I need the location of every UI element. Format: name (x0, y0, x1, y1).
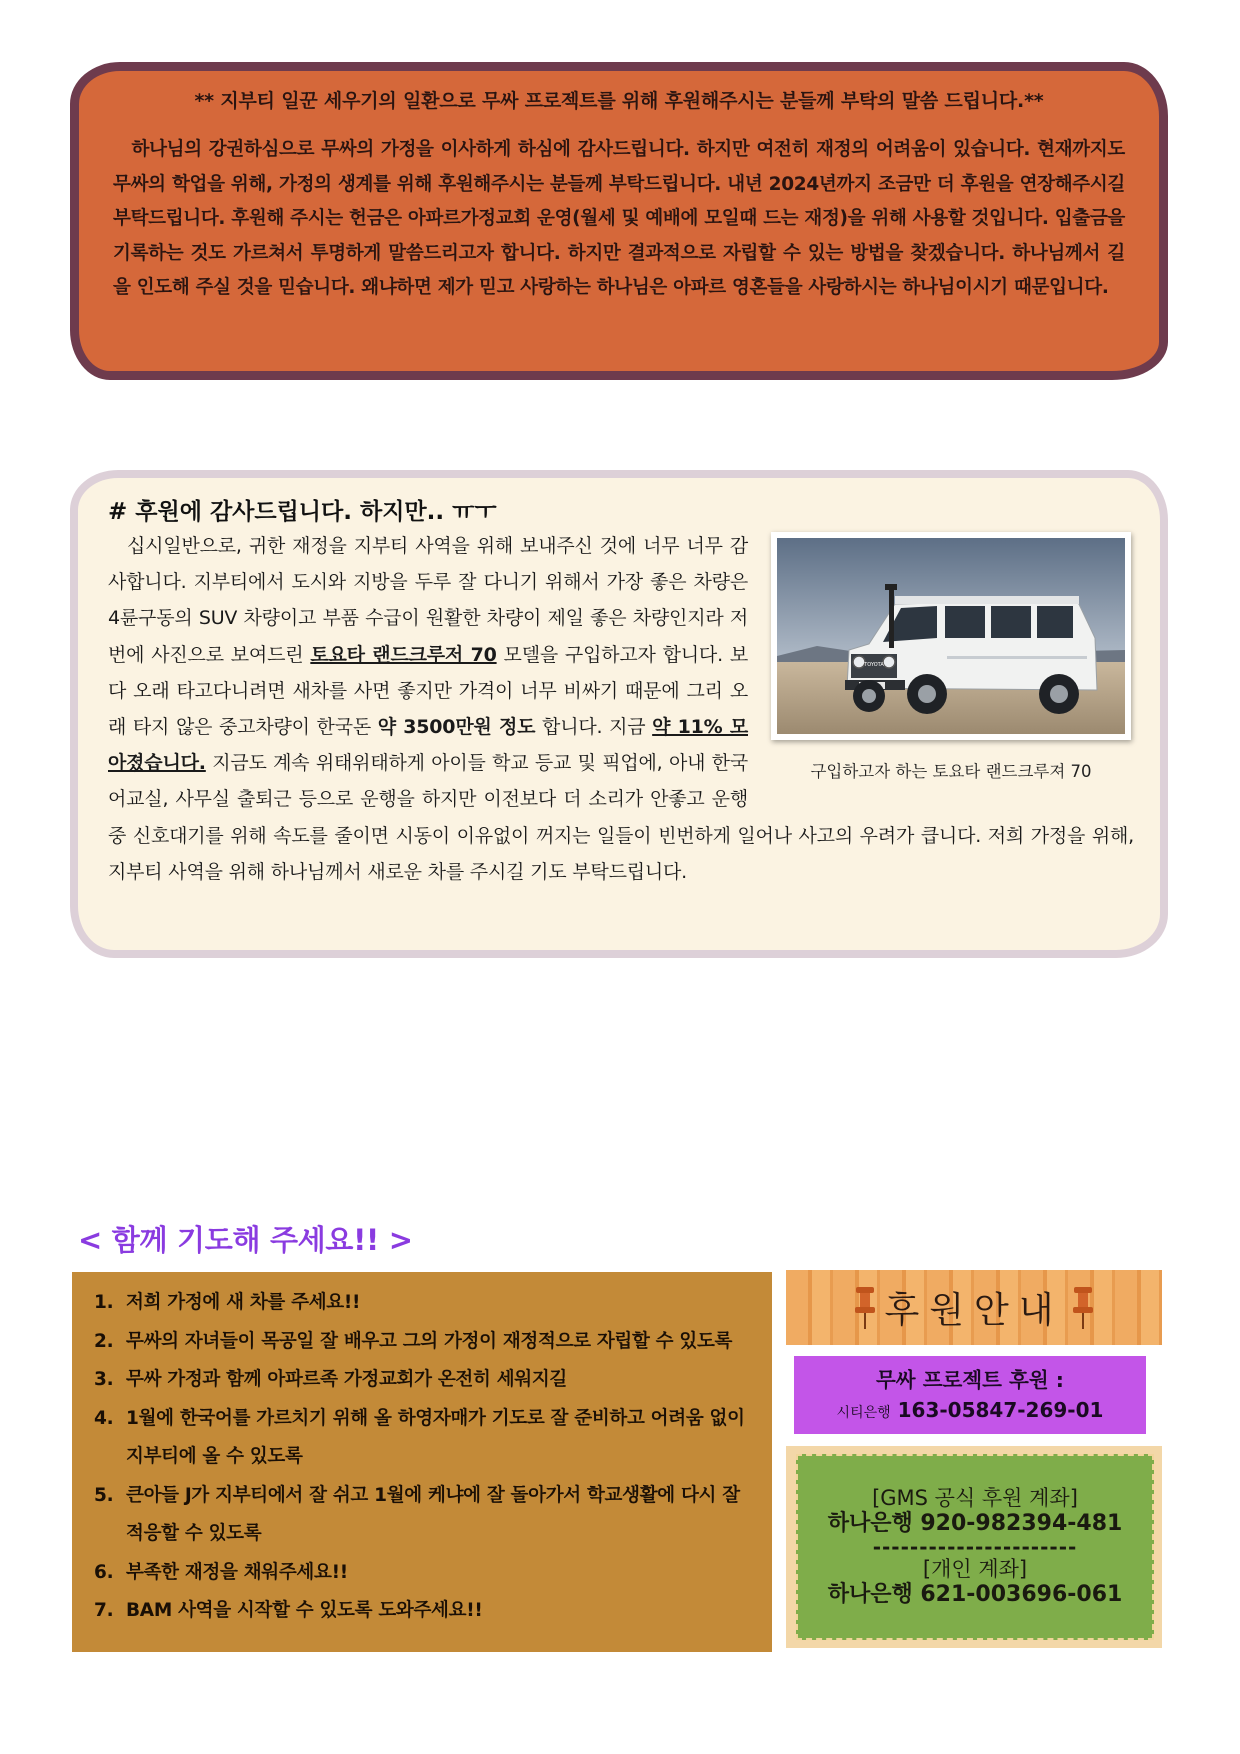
prayer-item-text: 무싸 가정과 함께 아파르족 가정교회가 온전히 세워지길 (126, 1369, 567, 1390)
project-bank-name: 시티은행 (836, 1405, 891, 1421)
thanks-title: # 후원에 감사드립니다. 하지만.. ㅠㅜ (108, 499, 497, 525)
bank-accounts-card (796, 1454, 1154, 1640)
car-photo-caption: 구입하고자 하는 토요타 랜드크루져 70 (810, 762, 1092, 781)
car-model-highlight: 토요타 랜드크루저 70 (310, 643, 497, 666)
account-separator: ---------------------- (872, 1537, 1078, 1557)
donation-request-box (70, 62, 1168, 380)
project-account-number: 163-05847-269-01 (897, 1398, 1104, 1422)
svg-text:TOYOTA: TOYOTA (864, 662, 884, 668)
personal-account-label: [개인 계좌] (922, 1557, 1028, 1581)
prayer-item-number: 2. (94, 1330, 114, 1352)
prayer-list (90, 1284, 752, 1631)
pushpin-icon (854, 1285, 876, 1331)
project-account-line (794, 1395, 1146, 1428)
prayer-item-number: 7. (94, 1600, 114, 1621)
request-headline: ** 지부티 일꾼 세우기의 일환으로 무싸 프로젝트를 위해 후원해주시는 분들께 부탁의 말씀 드립니다.** (194, 90, 1044, 112)
prayer-item-number: 5. (94, 1484, 114, 1506)
fundraising-progress-highlight: 약 11% 모아졌습니다. (108, 716, 748, 775)
project-account-card (794, 1356, 1146, 1434)
thanks-text-part: 십시일반으로, 귀한 재정을 지부티 사역을 위해 보내주신 것에 너무 너무 감사합니다. 지부티에서 도시와 지방을 두루 잘 다니기 위해서 가장 좋은 차량은 4륜구동의 SUV 차량이고 부품 수급이 원활한 차량이 제일 좋은 차량인지라 저번에 사진으로 보여드린 (108, 535, 748, 666)
car-photo-figure (768, 532, 1134, 782)
car-price-highlight: 약 3500만원 정도 (377, 716, 536, 739)
prayer-item (90, 1592, 752, 1631)
donation-info-header (786, 1270, 1162, 1348)
personal-account-number: 하나은행 621-003696-061 (827, 1582, 1123, 1607)
prayer-item-number: 3. (94, 1369, 114, 1390)
prayer-item-text: BAM 사역을 시작할 수 있도록 도와주세요!! (126, 1600, 483, 1621)
thanks-text-part: 합니다. 지금 (535, 716, 653, 739)
thanks-text-part: 지금도 계속 위태위태하게 아이들 학교 등교 및 픽업에, 아내 한국어교실, 사무실 출퇴근 등으로 운행을 하지만 이전보다 더 소리가 안좋고 운행중 신호대기를 위해 속도를 줄이면 시동이 이유없이 꺼지는 일들이 빈번하게 일어나 사고의 우려가 큽니다. 저희 가정을 위해, 지부티 사역을 위해 하나님께서 새로운 차를 주시길 기도 부탁드립니다. (108, 752, 1134, 883)
prayer-item (90, 1554, 752, 1593)
prayer-title: < 함께 기도해 주세요!! > (78, 1223, 413, 1257)
car-photo (771, 532, 1131, 740)
thanks-box (70, 470, 1168, 958)
prayer-item-text: 저희 가정에 새 차를 주세요!! (126, 1292, 361, 1313)
prayer-item-number: 6. (94, 1561, 114, 1583)
project-account-label: 무싸 프로젝트 후원 : (875, 1368, 1065, 1392)
gms-account-number: 하나은행 920-982394-481 (827, 1511, 1123, 1536)
bank-accounts-frame (786, 1446, 1162, 1648)
thanks-text-part: 모델을 구입하고자 합니다. 보다 오래 타고다니려면 새차를 사면 좋지만 가격이 너무 비싸기 때문에 그리 오래 타지 않은 중고차량이 한국돈 (108, 643, 749, 739)
prayer-item (90, 1477, 752, 1554)
prayer-item (90, 1361, 752, 1400)
prayer-item-text: 큰아들 J가 지부티에서 잘 쉬고 1월에 케냐에 잘 돌아가서 학교생활에 다시 잘 적응할 수 있도록 (126, 1484, 740, 1544)
prayer-item-text: 부족한 재정을 채워주세요!! (126, 1561, 348, 1583)
toyota-land-cruiser-image (777, 538, 1125, 734)
prayer-item-text: 1월에 한국어를 가르치기 위해 올 하영자매가 기도로 잘 준비하고 어려움 없이 지부티에 올 수 있도록 (126, 1407, 745, 1467)
prayer-list-box (72, 1272, 772, 1652)
donation-info-title: 후원안내 (884, 1290, 1064, 1331)
pushpin-icon (1072, 1285, 1094, 1331)
prayer-item-number: 1. (94, 1292, 114, 1313)
prayer-item (90, 1323, 752, 1362)
prayer-item (90, 1284, 752, 1323)
request-body: 하나님의 강권하심으로 무싸의 가정을 이사하게 하심에 감사드립니다. 하지만 여전히 재정의 어려움이 있습니다. 현재까지도 무싸의 학업을 위해, 가정의 생계를 위해 후원해주시는 분들께 부탁드립니다. 내년 2024년까지 조금만 더 후원을 연장해주시길 부탁드립니다. 후원해 주시는 헌금은 아파르가정교회 운영(월세 및 예배에 모일때 드는 재정)을 위해 사용할 것입니다. 입출금을 기록하는 것도 가르쳐서 투명하게 말씀드리고자 합니다. 하지만 결과적으로 자립할 수 있는 방법을 찾겠습니다. 하나님께서 길을 인도해 주실 것을 믿습니다. 왜냐하면 제가 믿고 사랑하는 하나님은 아파르 영혼들을 사랑하시는 하나님이시기 때문입니다. (113, 139, 1125, 298)
prayer-item-number: 4. (94, 1407, 114, 1429)
gms-account-label: [GMS 공식 후원 계좌] (872, 1486, 1078, 1510)
prayer-item (90, 1400, 752, 1477)
prayer-item-text: 무싸의 자녀들이 목공일 잘 배우고 그의 가정이 재정적으로 자립할 수 있도록 (126, 1330, 733, 1352)
